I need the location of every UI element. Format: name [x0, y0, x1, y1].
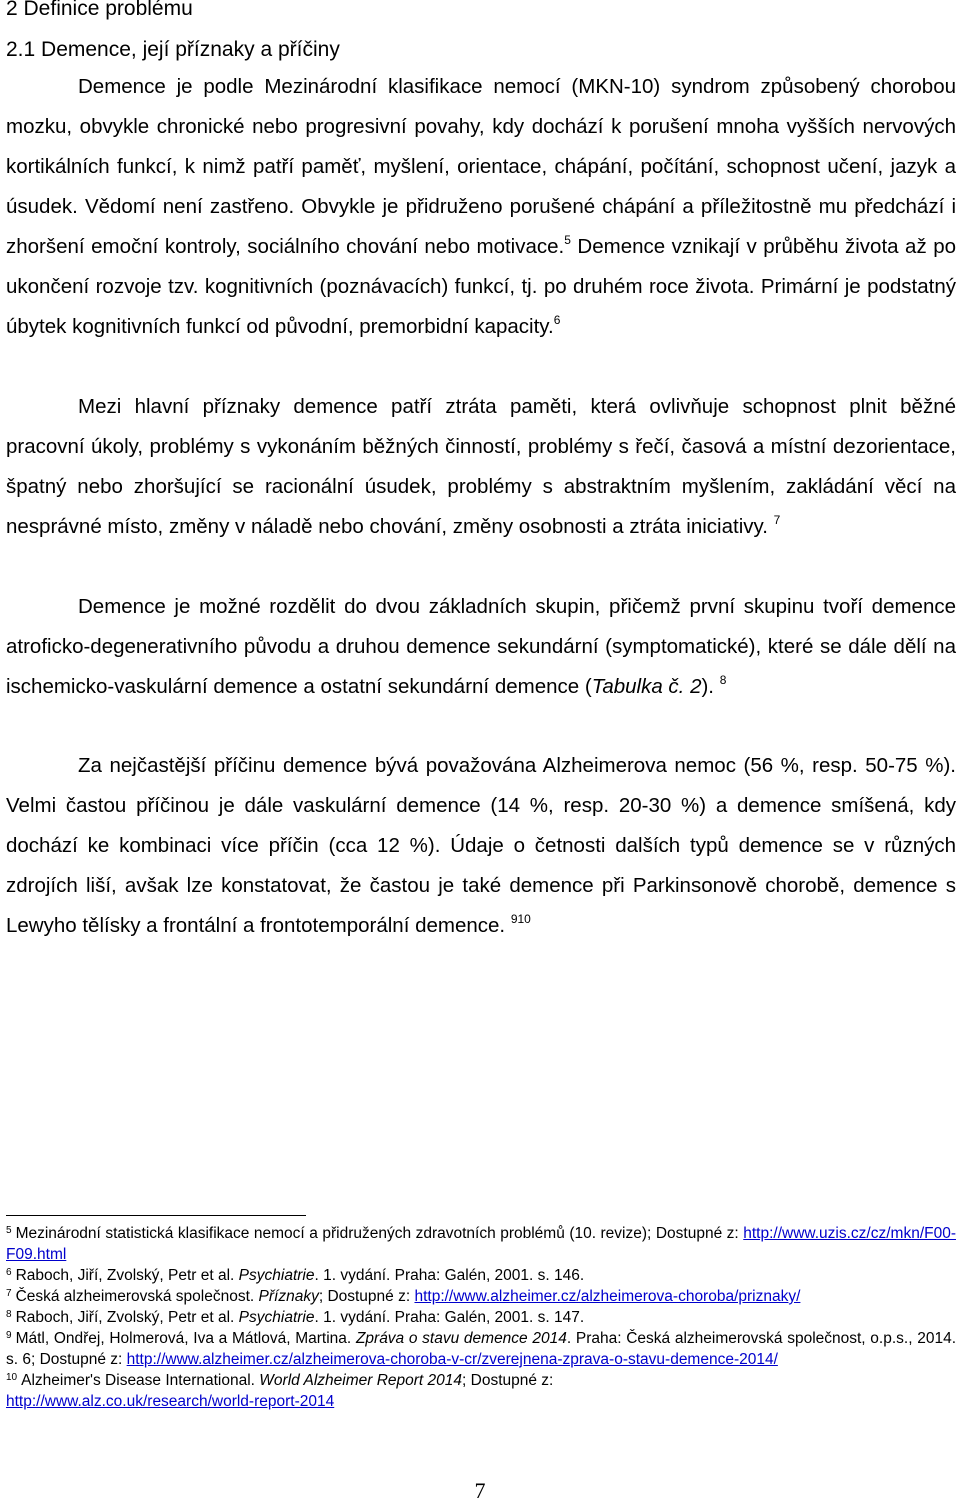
footnotes — [6, 1223, 956, 1412]
paragraph-classification — [6, 587, 956, 707]
section-heading: 2.1 Demence, její příznaky a příčiny — [6, 38, 340, 61]
footnote-text: Mezinárodní statistická klasifikace nemocí a přidružených zdravotních problémů (10. revize); Dostupné z: — [15, 1225, 739, 1242]
footnote-9 — [6, 1328, 956, 1370]
chapter-heading: 2 Definice problému — [6, 0, 193, 20]
paragraph-text: Demence vznikají v průběhu života až po ukončení rozvoje tzv. kognitivních (poznávacích) funkcí, tj. po druhém roce života. Primární je podstatný úbytek kognitivních funkcí od původní, premorbidní kapacity. — [6, 235, 957, 338]
footnote-8 — [6, 1307, 956, 1328]
footnote-text: Česká alzheimerovská společnost. — [15, 1288, 259, 1305]
footnote-ref[interactable]: 5 — [564, 233, 571, 247]
footnote-text: . 1. vydání. Praha: Galén, 2001. s. 146. — [314, 1267, 585, 1284]
footnote-text: Alzheimer's Disease International. — [21, 1372, 260, 1389]
footnote-6 — [6, 1265, 956, 1286]
footnote-text: Raboch, Jiří, Zvolský, Petr et al. — [15, 1267, 239, 1284]
footnote-link[interactable]: http://www.alzheimer.cz/alzheimerova-choroba-v-cr/zverejnena-zprava-o-stavu-demence-2014/ — [126, 1351, 778, 1368]
footnote-title: Psychiatrie — [238, 1267, 315, 1284]
footnote-link[interactable]: http://www.uzis.cz/cz/mkn/F00-F09.html — [6, 1225, 956, 1263]
footnote-ref[interactable]: 7 — [773, 513, 781, 527]
footnote-ref[interactable]: 8 — [719, 673, 727, 687]
footnote-7 — [6, 1286, 956, 1307]
footnote-number: 10 — [6, 1372, 18, 1383]
footnote-ref[interactable]: 910 — [510, 912, 531, 926]
paragraph-text: Demence je možné rozdělit do dvou základních skupin, přičemž první skupinu tvoří demence atroficko-degenerativního původu a druhou demence sekundární (symptomatické), které se dále dělí na ischemicko-vaskulární demence a ostatní sekundární demence ( — [6, 595, 956, 698]
footnote-number: 7 — [6, 1288, 12, 1299]
footnote-number: 5 — [6, 1225, 12, 1236]
footnote-number: 9 — [6, 1330, 12, 1341]
page-number: 7 — [474, 1478, 486, 1503]
footnote-title: World Alzheimer Report 2014 — [259, 1372, 463, 1389]
footnote-text: ; Dostupné z: — [462, 1372, 554, 1389]
footnote-title: Příznaky — [258, 1288, 319, 1305]
footnote-number: 6 — [6, 1267, 12, 1278]
footnote-link[interactable]: http://www.alz.co.uk/research/world-report-2014 — [6, 1393, 335, 1410]
paragraph-text: Demence je podle Mezinárodní klasifikace nemocí (MKN-10) syndrom způsobený chorobou mozku, obvykle chronické nebo progresivní povahy, kdy dochází k porušení mnoha vyšších nervových kortikálních funkcí, k nimž patří paměť, myšlení, orientace, chápání, počítání, schopnost učení, jazyk a úsudek. Vědomí není zastřeno. Obvykle je přidruženo porušené chápání a příležitostně mu předchází i zhoršení emoční kontroly, sociálního chování nebo motivace. — [6, 75, 956, 258]
footnote-text: . Praha: Česká alzheimerovská společnost, o.p.s., 2014. s. 6; Dostupné z: — [6, 1330, 957, 1368]
table-reference: Tabulka č. 2 — [591, 675, 702, 698]
paragraph-text: Mezi hlavní příznaky demence patří ztráta paměti, která ovlivňuje schopnost plnit běžné pracovní úkoly, problémy s vykonáním běžných činností, problémy s řečí, časová a místní dezorientace, špatný nebo zhoršující se racionální úsudek, problémy s abstraktním myšlením, zakládání věcí na nesprávné místo, změny v náladě nebo chování, změny osobnosti a ztráta iniciativy. — [6, 395, 956, 538]
footnote-number: 8 — [6, 1309, 12, 1320]
paragraph-text: Za nejčastější příčinu demence bývá považována Alzheimerova nemoc (56 %, resp. 50-75 %). Velmi častou příčinou je dále vaskulární demence (14 %, resp. 20-30 %) a demence smíšená, kdy dochází ke kombinaci více příčin (cca 12 %). Údaje o četnosti dalších typů demence se v různých zdrojích liší, avšak lze konstatovat, že častou je také demence při Parkinsonově chorobě, demence s Lewyho tělísky a frontální a frontotemporální demence. — [6, 754, 956, 937]
footnote-ref[interactable]: 6 — [553, 313, 561, 327]
footnote-text: ; Dostupné z: — [318, 1288, 415, 1305]
paragraph-dementia-definition — [6, 67, 956, 347]
paragraph-text: ). — [701, 675, 715, 698]
footnote-10 — [6, 1370, 956, 1412]
footnote-divider — [6, 1215, 306, 1216]
footnote-title: Psychiatrie — [238, 1309, 315, 1326]
footnote-title: Zpráva o stavu demence 2014 — [355, 1330, 567, 1347]
footnote-link[interactable]: http://www.alzheimer.cz/alzheimerova-choroba/priznaky/ — [414, 1288, 801, 1305]
paragraph-symptoms — [6, 387, 956, 547]
footnote-5 — [6, 1223, 956, 1265]
paragraph-causes — [6, 746, 956, 946]
footnote-text: Mátl, Ondřej, Holmerová, Iva a Mátlová, Martina. — [15, 1330, 356, 1347]
footnote-text: . 1. vydání. Praha: Galén, 2001. s. 147. — [314, 1309, 585, 1326]
footnote-text: Raboch, Jiří, Zvolský, Petr et al. — [15, 1309, 239, 1326]
